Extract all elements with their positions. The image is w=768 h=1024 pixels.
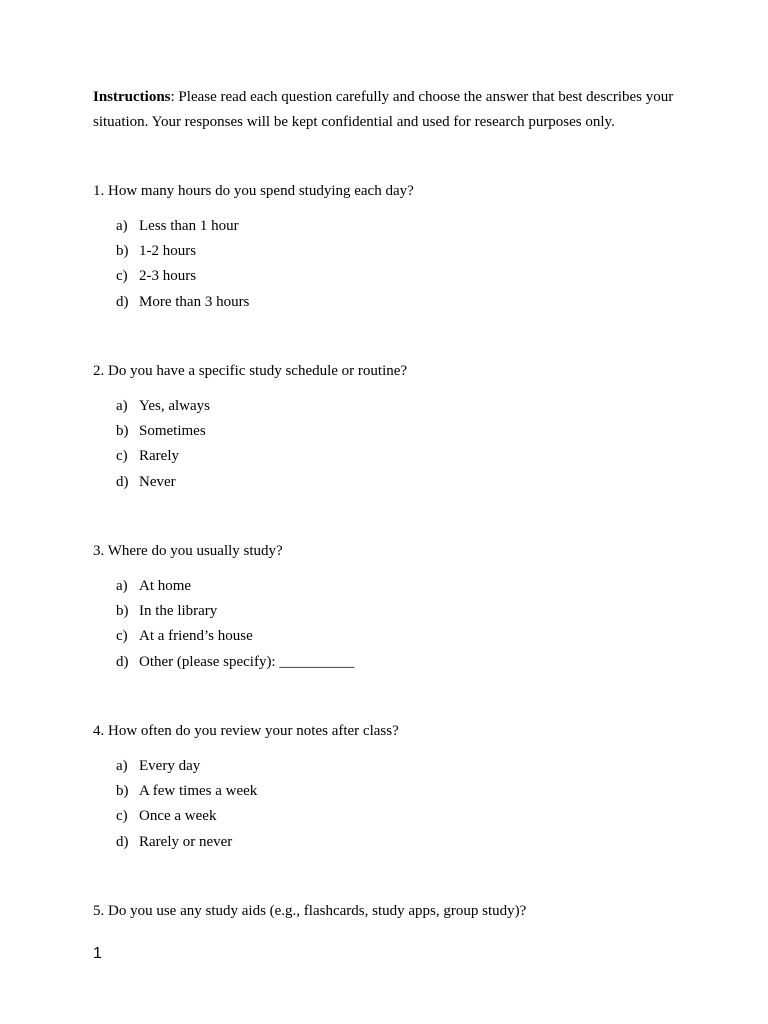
option-letter: c) — [116, 448, 128, 465]
instructions-label: Instructions — [93, 89, 171, 105]
option-text: Rarely or never — [139, 833, 233, 850]
option-item — [93, 216, 693, 241]
option-text: Other (please specify): __________ — [139, 653, 355, 670]
instructions-paragraph — [93, 85, 683, 135]
option-item — [93, 421, 693, 446]
question-text: 2. Do you have a specific study schedule or routine? — [93, 363, 408, 379]
instructions-text: : Please read each question carefully and choose the answer that best describes your situation. Your responses will be kept confidential and used for research purposes only. — [93, 89, 674, 130]
option-item — [93, 292, 693, 317]
option-letter: b) — [116, 423, 129, 440]
option-item — [93, 241, 693, 266]
option-text: Sometimes — [139, 423, 206, 440]
question-text: 4. How often do you review your notes after class? — [93, 723, 399, 739]
option-letter: c) — [116, 808, 128, 825]
question-4 — [93, 721, 693, 857]
option-item — [93, 806, 693, 831]
option-text: Never — [139, 473, 176, 490]
question-text: 5. Do you use any study aids (e.g., flashcards, study apps, group study)? — [93, 903, 527, 919]
option-letter: d) — [116, 473, 129, 490]
option-letter: c) — [116, 268, 128, 285]
option-letter: c) — [116, 628, 128, 645]
option-text: A few times a week — [139, 783, 258, 800]
options-list — [93, 576, 693, 677]
page-number: 1 — [93, 945, 102, 962]
question-3 — [93, 541, 693, 677]
option-letter: b) — [116, 783, 129, 800]
option-text: In the library — [139, 603, 218, 620]
option-letter: a) — [116, 218, 128, 234]
option-text: At a friend’s house — [139, 628, 253, 645]
options-list — [93, 216, 693, 317]
option-item — [93, 396, 693, 421]
options-list — [93, 756, 693, 857]
option-text: Once a week — [139, 808, 217, 825]
option-letter: a) — [116, 758, 128, 774]
option-item — [93, 446, 693, 471]
option-item — [93, 576, 693, 601]
option-item — [93, 626, 693, 651]
option-text: Rarely — [139, 448, 179, 465]
question-5 — [93, 901, 693, 921]
option-text: 2-3 hours — [139, 268, 197, 285]
question-1 — [93, 181, 693, 317]
option-text: At home — [139, 578, 192, 594]
option-letter: d) — [116, 653, 129, 670]
option-letter: a) — [116, 578, 128, 594]
option-item — [93, 601, 693, 626]
option-text: More than 3 hours — [139, 293, 250, 310]
option-item — [93, 756, 693, 781]
option-letter: b) — [116, 603, 129, 620]
option-item — [93, 832, 693, 857]
option-text: Less than 1 hour — [139, 218, 239, 234]
option-item — [93, 652, 693, 677]
option-letter: d) — [116, 293, 129, 310]
option-text: 1-2 hours — [139, 243, 197, 260]
question-text: 1. How many hours do you spend studying each day? — [93, 183, 414, 199]
option-text: Yes, always — [139, 398, 210, 414]
options-list — [93, 396, 693, 497]
option-item — [93, 472, 693, 497]
question-text: 3. Where do you usually study? — [93, 543, 283, 559]
question-2 — [93, 361, 693, 497]
option-letter: d) — [116, 833, 129, 850]
option-item — [93, 781, 693, 806]
option-text: Every day — [139, 758, 201, 774]
option-letter: a) — [116, 398, 128, 414]
option-item — [93, 266, 693, 291]
option-letter: b) — [116, 243, 129, 260]
